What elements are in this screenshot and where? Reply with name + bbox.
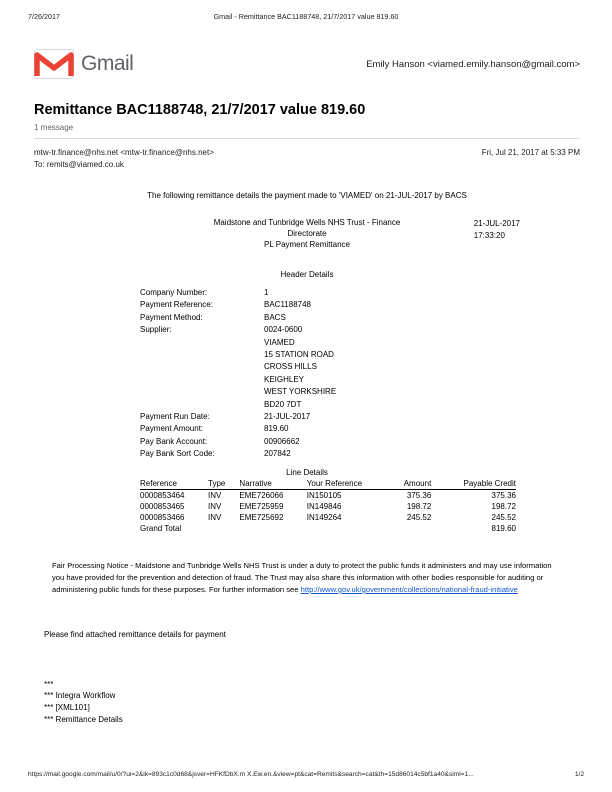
cell-narrative: EME725959: [239, 502, 284, 512]
field-label: Payment Reference:: [140, 300, 213, 310]
gmail-m-icon: [34, 49, 74, 79]
cell-amount: 245.52: [406, 513, 432, 523]
print-url: https://mail.google.com/mail/u/0/?ui=2&ik=893c1c0d68&jsver=HFKfDbX.m X.Ew.en.&view=pt&cat=Remits&search=cat&th=15d86014c5bf1a40&siml=1...: [28, 771, 474, 778]
tail-line: *** Remittance Details: [44, 714, 123, 724]
trust-title: [107, 218, 507, 250]
cell-reference: 0000853465: [140, 502, 185, 512]
account-email: Emily Hanson <viamed.emily.hanson@gmail.com>: [366, 58, 580, 70]
run-datetime: [474, 218, 520, 241]
cell-amount: 375.36: [406, 491, 432, 501]
table-header-row: [140, 479, 516, 490]
attachment-note: Please find attached remittance details for payment: [44, 629, 226, 639]
print-header: [0, 12, 612, 21]
national-fraud-initiative-link[interactable]: http://www.gov.uk/government/collections/national-fraud-initiative: [300, 585, 518, 594]
supplier-row: [140, 324, 580, 411]
table-row: [140, 490, 516, 502]
field-label: Payment Run Date:: [140, 411, 210, 421]
supplier-address: [264, 324, 580, 411]
field-label: Payment Method:: [140, 312, 203, 322]
field-value: 00906662: [264, 436, 300, 446]
tail-line: ***: [44, 679, 54, 689]
supplier-line: 15 STATION ROAD: [264, 349, 334, 359]
column-header-narrative: Narrative: [239, 479, 306, 490]
field-label: Payment Amount:: [140, 424, 204, 434]
email-subject: Remittance BAC1188748, 21/7/2017 value 819.60: [34, 102, 366, 118]
cell-type: INV: [208, 502, 222, 512]
field-value: 1: [264, 288, 269, 297]
cell-reference: 0000853464: [140, 491, 185, 501]
cell-amount: 198.72: [406, 502, 432, 512]
notice-text: Fair Processing Notice - Maidstone and Tunbridge Wells NHS Trust is under a duty to protect the public funds it administers and may use information you have provided for the prevention and detection of fraud. The Trust may also share this information with other bodies responsible for auditing or administering public funds for these purposes. For further information see: [52, 561, 552, 594]
workflow-tail: [34, 679, 580, 725]
field-value: BAC1188748: [264, 300, 311, 310]
column-header-amount: Amount: [389, 479, 445, 490]
table-row: [140, 512, 516, 523]
print-footer: [0, 771, 612, 778]
supplier-line: CROSS HILLS: [264, 362, 317, 372]
cell-narrative: EME725692: [239, 513, 284, 523]
grand-total-row: [140, 523, 516, 534]
trust-title-line2: Directorate: [287, 228, 327, 238]
field-row: [140, 287, 580, 299]
cell-narrative: EME726066: [239, 491, 284, 501]
message-count: 1 message: [34, 123, 580, 139]
cell-your-reference: IN150105: [306, 491, 342, 501]
remittance-header: [34, 218, 580, 264]
sender-address: mtw-tr.finance@nhs.net <mtw-tr.finance@nhs.net>: [34, 148, 214, 157]
column-header-type: Type: [208, 479, 239, 490]
supplier-line: KEIGHLEY: [264, 374, 305, 384]
tail-line: *** Integra Workflow: [44, 691, 116, 701]
email-meta: [34, 148, 580, 157]
field-row: [140, 436, 580, 448]
grand-total-label: Grand Total: [140, 524, 182, 534]
line-details-table: [140, 479, 516, 534]
header-details-title: Header Details: [280, 270, 334, 279]
run-time: 17:33:20: [473, 230, 505, 240]
remittance-document: [34, 218, 580, 725]
field-row: [140, 299, 580, 311]
supplier-line: WEST YORKSHIRE: [264, 387, 337, 397]
print-page-number: 1/2: [574, 771, 584, 778]
trust-title-line3: PL Payment Remittance: [264, 239, 350, 249]
email-content: [34, 34, 580, 725]
print-title: Gmail - Remittance BAC1188748, 21/7/2017 value 819.60: [213, 12, 399, 21]
line-details-title: Line Details: [286, 468, 328, 478]
fair-processing-notice: [34, 560, 580, 595]
header-fields: [140, 287, 580, 460]
supplier-line: 0024-0600: [264, 325, 303, 335]
tail-line: *** [XML101]: [44, 702, 90, 712]
gmail-brand-row: [34, 40, 580, 88]
cell-your-reference: IN149264: [306, 513, 342, 523]
supplier-line: BD20 7DT: [264, 399, 302, 409]
table-row: [140, 501, 516, 512]
cell-your-reference: IN149846: [306, 502, 342, 512]
field-row: [140, 411, 580, 423]
cell-type: INV: [208, 513, 222, 523]
run-date: 21-JUL-2017: [473, 219, 520, 228]
cell-reference: 0000853466: [140, 513, 185, 523]
field-label: Pay Bank Sort Code:: [140, 449, 215, 459]
column-header-payable-credit: Payable Credit: [445, 479, 516, 490]
grand-total-value: 819.60: [491, 524, 516, 534]
field-value: BACS: [264, 312, 286, 322]
supplier-line: VIAMED: [264, 337, 295, 347]
field-value: 207842: [264, 449, 291, 459]
cell-payable-credit: 245.52: [491, 513, 516, 523]
field-label: Company Number:: [140, 288, 208, 297]
column-header-your-reference: Your Reference: [307, 479, 390, 490]
cell-payable-credit: 375.36: [491, 491, 516, 501]
recipient-address: To: remits@viamed.co.uk: [34, 160, 124, 169]
column-header-reference: Reference: [140, 479, 208, 490]
gmail-wordmark: Gmail: [81, 52, 134, 75]
cell-payable-credit: 198.72: [491, 502, 516, 512]
supplier-label: Supplier:: [140, 325, 172, 335]
trust-title-line1: Maidstone and Tunbridge Wells NHS Trust - Finance: [213, 218, 401, 227]
field-value: 21-JUL-2017: [264, 411, 311, 421]
gmail-logo: [34, 49, 133, 79]
field-label: Pay Bank Account:: [140, 436, 208, 446]
print-date: 7/26/2017: [28, 12, 60, 21]
field-row: [140, 312, 580, 324]
field-value: 819.60: [264, 424, 289, 434]
cell-type: INV: [208, 491, 222, 501]
field-row: [140, 448, 580, 460]
remittance-intro: The following remittance details the payment made to 'VIAMED' on 21-JUL-2017 by BACS: [147, 191, 467, 200]
field-row: [140, 423, 580, 435]
email-date: Fri, Jul 21, 2017 at 5:33 PM: [481, 148, 580, 157]
grand-total-spacer: [389, 523, 445, 534]
